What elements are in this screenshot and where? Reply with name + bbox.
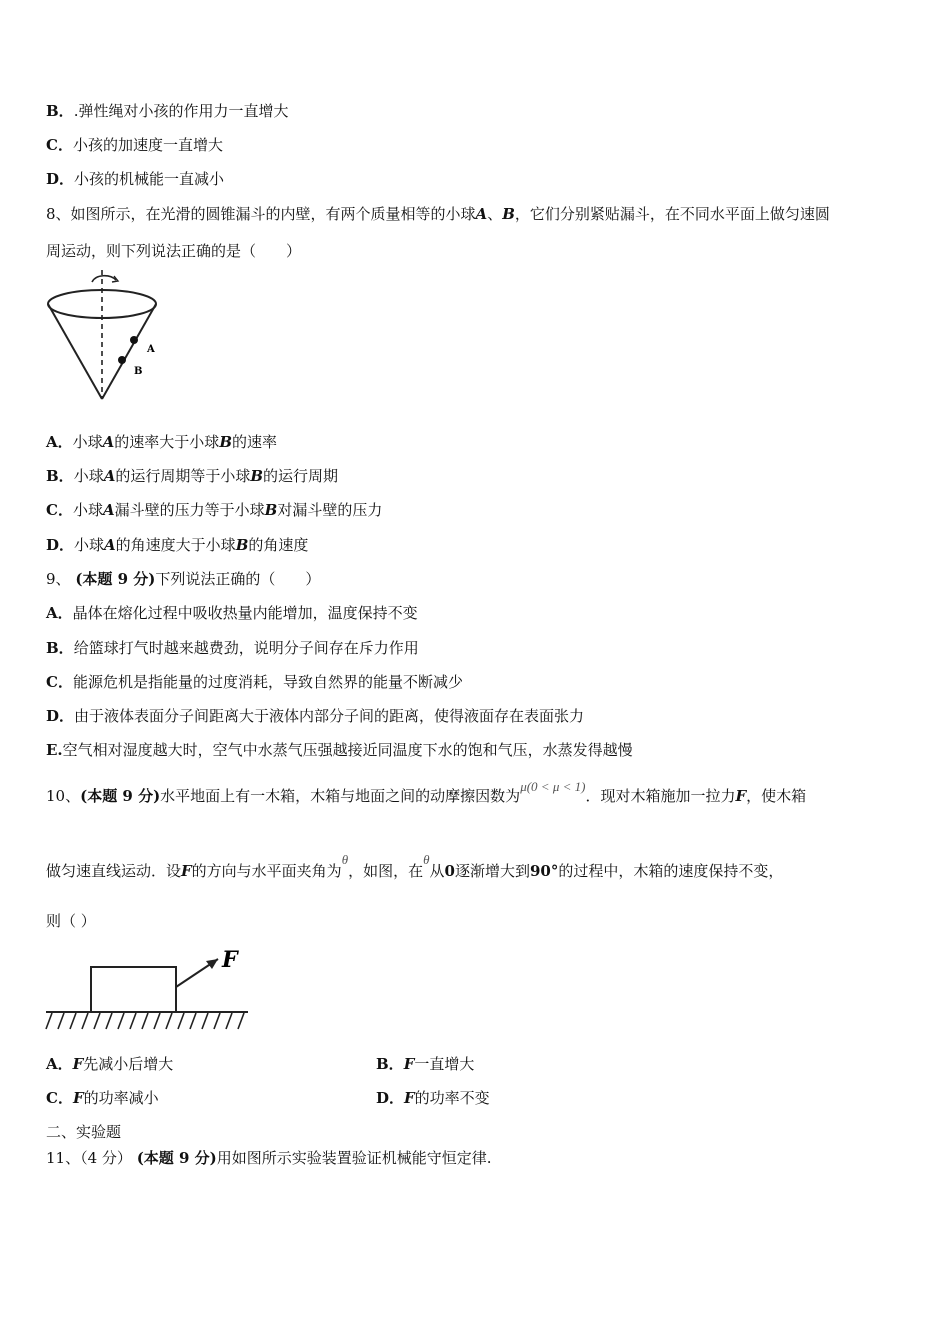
label-b: B bbox=[134, 366, 143, 377]
wooden-box bbox=[91, 967, 176, 1012]
q10-option-a: A．F先减小后增大 bbox=[46, 1055, 174, 1073]
q7-option-b: B．.弹性绳对小孩的作用力一直增大 bbox=[46, 102, 289, 120]
cone-funnel-figure bbox=[44, 266, 174, 406]
mu-expression: μ(0 < μ < 1) bbox=[520, 779, 586, 794]
q8-option-b: B．小球A的运行周期等于小球B的运行周期 bbox=[46, 467, 339, 485]
q10-option-d: D．F的功率不变 bbox=[376, 1089, 490, 1107]
q9-option-c: C．能源危机是指能量的过度消耗，导致自然界的能量不断减少 bbox=[46, 673, 463, 691]
q10-stem-line3: 则（ ） bbox=[46, 912, 96, 930]
q10-stem-line2: 做匀速直线运动．设F的方向与水平面夹角为θ，如图，在θ从0逐渐增大到90°的过程中，木箱的速度保持不变， bbox=[46, 852, 784, 880]
cone-rim bbox=[48, 290, 156, 318]
q8-option-c: C．小球A漏斗壁的压力等于小球B对漏斗壁的压力 bbox=[46, 501, 383, 519]
q7-option-c: C．小孩的加速度一直增大 bbox=[46, 136, 223, 154]
q10-option-b: B．F一直增大 bbox=[376, 1055, 475, 1073]
q8-stem-line2: 周运动，则下列说法正确的是（ ） bbox=[46, 242, 302, 260]
ball-a bbox=[130, 336, 138, 344]
q9-option-a: A．晶体在熔化过程中吸收热量内能增加，温度保持不变 bbox=[46, 604, 418, 622]
q7-option-d: D．小孩的机械能一直减小 bbox=[46, 170, 225, 188]
q10-stem-line1: 10、(本题 9 分)水平地面上有一木箱，木箱与地面之间的动摩擦因数为μ(0 < μ < 1)．现对木箱施加一拉力F，使木箱 bbox=[46, 779, 807, 805]
label-a: A bbox=[147, 344, 155, 355]
ground-hatching bbox=[46, 1013, 244, 1029]
ball-b bbox=[118, 356, 126, 364]
q10-option-c: C．F的功率减小 bbox=[46, 1089, 159, 1107]
q8-option-a: A．小球A的速率大于小球B的速率 bbox=[46, 433, 278, 451]
q9-option-b: B．给篮球打气时越来越费劲，说明分子间存在斥力作用 bbox=[46, 639, 419, 657]
q8-stem-line1: 8、如图所示，在光滑的圆锥漏斗的内壁，有两个质量相等的小球A、B，它们分别紧贴漏斗，在不同水平面上做匀速圆 bbox=[46, 205, 830, 223]
q9-option-e: E.空气相对湿度越大时，空气中水蒸气压强越接近同温度下水的饱和气压，水蒸发得越慢 bbox=[46, 741, 633, 759]
q9-option-d: D．由于液体表面分子间距离大于液体内部分子间的距离，使得液面存在表面张力 bbox=[46, 707, 585, 725]
label-f: F bbox=[222, 947, 238, 973]
q8-option-d: D．小球A的角速度大于小球B的角速度 bbox=[46, 536, 309, 554]
box-force-figure bbox=[44, 945, 254, 1035]
q11-stem: 11、（4 分） (本题 9 分)用如图所示实验装置验证机械能守恒定律. bbox=[46, 1149, 492, 1167]
q9-stem: 9、 (本题 9 分)下列说法正确的（ ） bbox=[46, 570, 321, 588]
rotation-arrow-icon bbox=[92, 276, 116, 282]
section-title: 二、实验题 bbox=[46, 1123, 122, 1141]
